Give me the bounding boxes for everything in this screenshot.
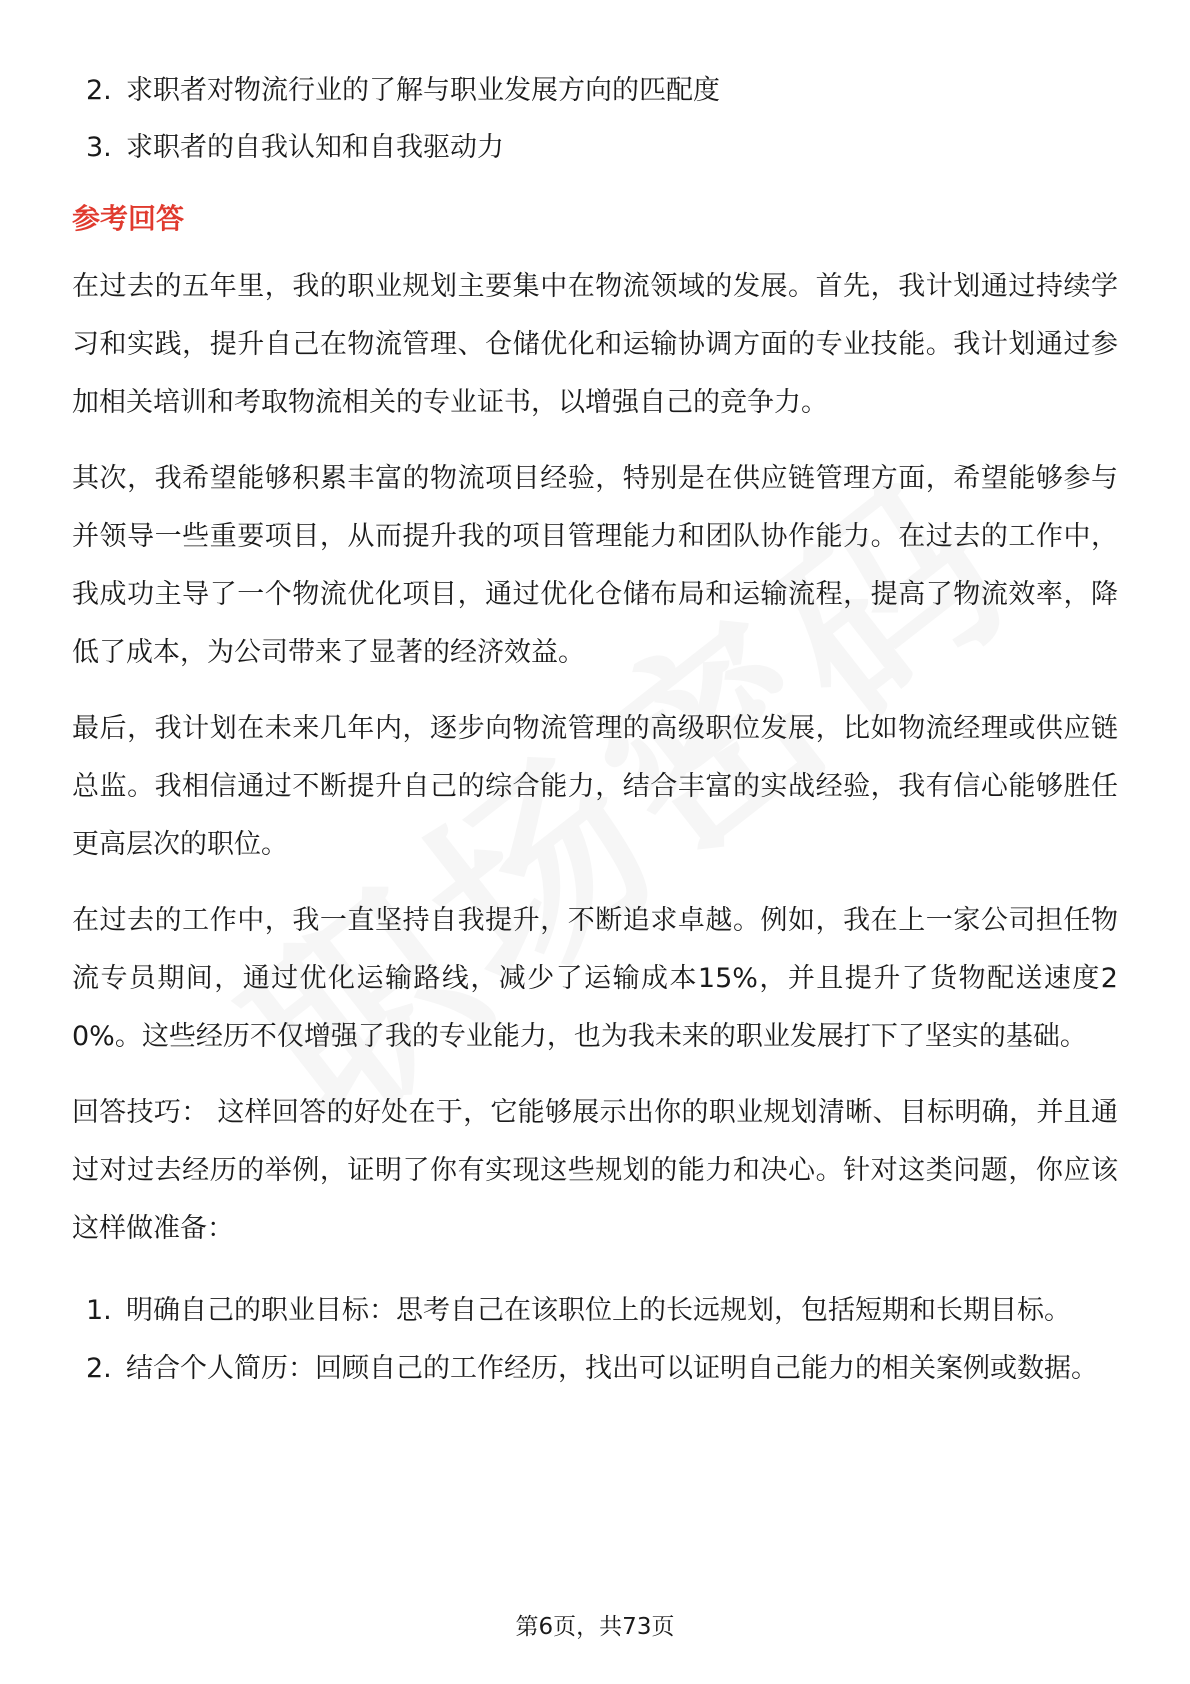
list-item-number: 2. (86, 1353, 112, 1384)
tips-paragraph: 回答技巧： 这样回答的好处在于，它能够展示出你的职业规划清晰、目标明确，并且通过对过去经历的举例，证明了你有实现这些规划的能力和决心。针对这类问题，你应该这样做准备： (72, 1097, 1118, 1244)
document-body (72, 62, 1118, 1398)
list-item (72, 119, 1118, 176)
list-item-number: 2. (86, 75, 112, 106)
list-item-number: 1. (86, 1295, 112, 1326)
list-item-number: 3. (86, 132, 112, 163)
list-item-text: 求职者的自我认知和自我驱动力 (126, 132, 504, 163)
list-item (72, 62, 1118, 119)
list-item-text: 结合个人简历：回顾自己的工作经历，找出可以证明自己能力的相关案例或数据。 (126, 1353, 1098, 1384)
page-number: 第6页，共73页 (515, 1614, 675, 1640)
list-item-text: 求职者对物流行业的了解与职业发展方向的匹配度 (126, 75, 720, 106)
list-item (72, 1340, 1118, 1398)
list-item-text: 明确自己的职业目标：思考自己在该职位上的长远规划，包括短期和长期目标。 (126, 1295, 1071, 1326)
answer-paragraph: 最后，我计划在未来几年内，逐步向物流管理的高级职位发展，比如物流经理或供应链总监。我相信通过不断提升自己的综合能力，结合丰富的实战经验，我有信心能够胜任更高层次的职位。 (72, 713, 1118, 860)
preparation-list (72, 1282, 1118, 1398)
answer-paragraph: 在过去的五年里，我的职业规划主要集中在物流领域的发展。首先，我计划通过持续学习和实践，提升自己在物流管理、仓储优化和运输协调方面的专业技能。我计划通过参加相关培训和考取物流相关的专业证书，以增强自己的竞争力。 (72, 271, 1118, 418)
list-item (72, 1282, 1118, 1340)
answer-paragraph: 其次，我希望能够积累丰富的物流项目经验，特别是在供应链管理方面，希望能够参与并领导一些重要项目，从而提升我的项目管理能力和团队协作能力。在过去的工作中，我成功主导了一个物流优化项目，通过优化仓储布局和运输流程，提高了物流效率，降低了成本，为公司带来了显著的经济效益。 (72, 463, 1118, 668)
criteria-list (72, 62, 1118, 176)
section-title: 参考回答 (72, 202, 185, 235)
answer-paragraph: 在过去的工作中，我一直坚持自我提升，不断追求卓越。例如，我在上一家公司担任物流专员期间，通过优化运输路线，减少了运输成本15%，并且提升了货物配送速度20%。这些经历不仅增强了我的专业能力，也为我未来的职业发展打下了坚实的基础。 (72, 905, 1118, 1052)
